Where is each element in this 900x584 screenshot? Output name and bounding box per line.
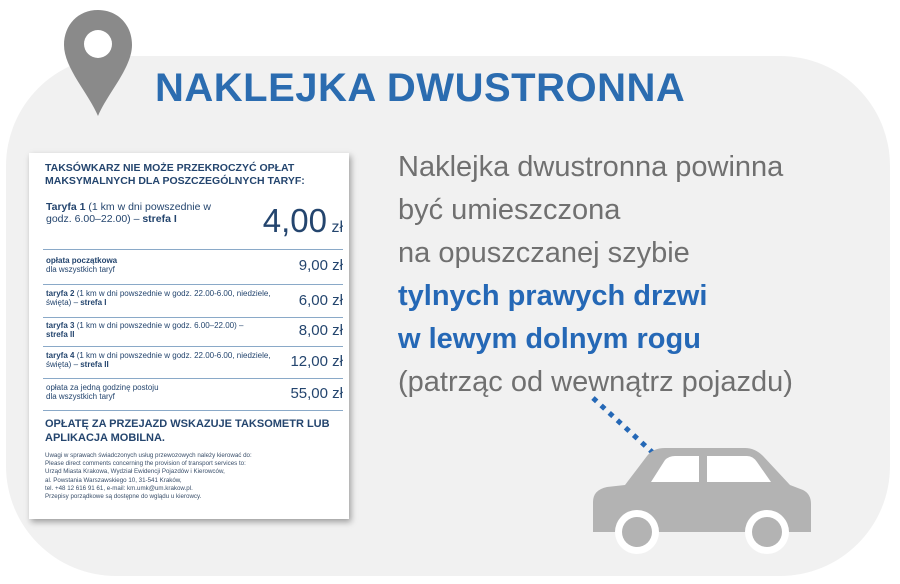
tariff-price: 9,00 zł xyxy=(298,257,343,274)
sticker-footer: OPŁATĘ ZA PRZEJAZD WSKAZUJE TAKSOMETR LUB APLIKACJA MOBILNA. xyxy=(45,418,330,444)
taxi-sticker xyxy=(29,153,349,519)
desc-highlight: tylnych prawych drzwi xyxy=(398,280,708,312)
tariff-price: 8,00 zł xyxy=(298,322,343,339)
note-line: Przepisy porządkowe są dostępne do wglądu u kierowcy. xyxy=(45,493,202,501)
page-title: NAKLEJKA DWUSTRONNA xyxy=(155,66,686,110)
tariff-price: 55,00 zł xyxy=(290,385,343,402)
desc-highlight: w lewym dolnym rogu xyxy=(398,323,701,355)
tariff-desc: (1 km w dni powszednie w godz. 6.00–22.00) – xyxy=(74,321,244,330)
note-line: tel. +48 12 616 91 61, e-mail: km.umk@um.krakow.pl. xyxy=(45,484,193,492)
tariff-name: taryfa 3 xyxy=(46,321,75,330)
note-line: Please direct comments concerning the provision of transport services to: xyxy=(45,460,246,468)
car-icon xyxy=(585,390,815,560)
tariff-price: 12,00 zł xyxy=(290,353,343,370)
note-line: al. Powstania Warszawskiego 10, 31-541 Kraków, xyxy=(45,476,182,484)
tariff-name: Taryfa 1 xyxy=(46,201,86,213)
tariff-row xyxy=(43,319,343,347)
tariff-zone: strefa II xyxy=(80,360,109,369)
tariff-desc: dla wszystkich taryf xyxy=(46,265,115,274)
tariff-price: 6,00 zł xyxy=(298,292,343,309)
tariff-zone: strefa I xyxy=(142,212,177,225)
desc-line: (patrząc od wewnątrz pojazdu) xyxy=(398,366,793,398)
desc-line: na opuszczanej szybie xyxy=(398,237,690,269)
tariff-name: opłata początkowa xyxy=(46,256,118,265)
sticker-heading: TAKSÓWKARZ NIE MOŻE PRZEKROCZYĆ OPŁAT MAKSYMALNYCH DLA POSZCZEGÓLNYCH TARYF: xyxy=(45,162,305,187)
location-pin-icon xyxy=(62,8,134,120)
tariff-desc: dla wszystkich taryf xyxy=(46,392,115,401)
tariff-row xyxy=(43,200,343,250)
tariff-name: taryfa 2 xyxy=(46,289,75,298)
tariff-name: taryfa 4 xyxy=(46,351,75,360)
tariff-zone: strefa II xyxy=(46,330,75,339)
tariff-currency: zł xyxy=(331,219,343,236)
tariff-desc: (1 km w dni powszednie w godz. 22.00-6.00, niedziele, święta) – xyxy=(46,289,271,307)
tariff-row xyxy=(43,380,343,411)
tariff-row xyxy=(43,286,343,318)
note-line: Uwagi w sprawach świadczonych usług przewozowych należy kierować do: xyxy=(45,452,252,459)
sticker-note xyxy=(45,452,345,501)
tariff-row xyxy=(43,253,343,285)
desc-line: Naklejka dwustronna powinna xyxy=(398,151,784,183)
placement-description xyxy=(398,146,868,404)
tariff-price: 4,00 xyxy=(262,202,327,239)
tariff-desc: (1 km w dni powszednie w godz. 6.00–22.00) – xyxy=(46,201,211,225)
tariff-zone: strefa I xyxy=(80,298,107,307)
note-line: Urząd Miasta Krakowa, Wydział Ewidencji Pojazdów i Kierowców, xyxy=(45,468,225,476)
tariff-desc: (1 km w dni powszednie w godz. 22.00-6.00, niedziele, święta) – xyxy=(46,351,271,369)
desc-line: być umieszczona xyxy=(398,194,621,226)
tariff-name: opłata za jedną godzinę postoju xyxy=(46,383,159,392)
tariff-row xyxy=(43,348,343,379)
